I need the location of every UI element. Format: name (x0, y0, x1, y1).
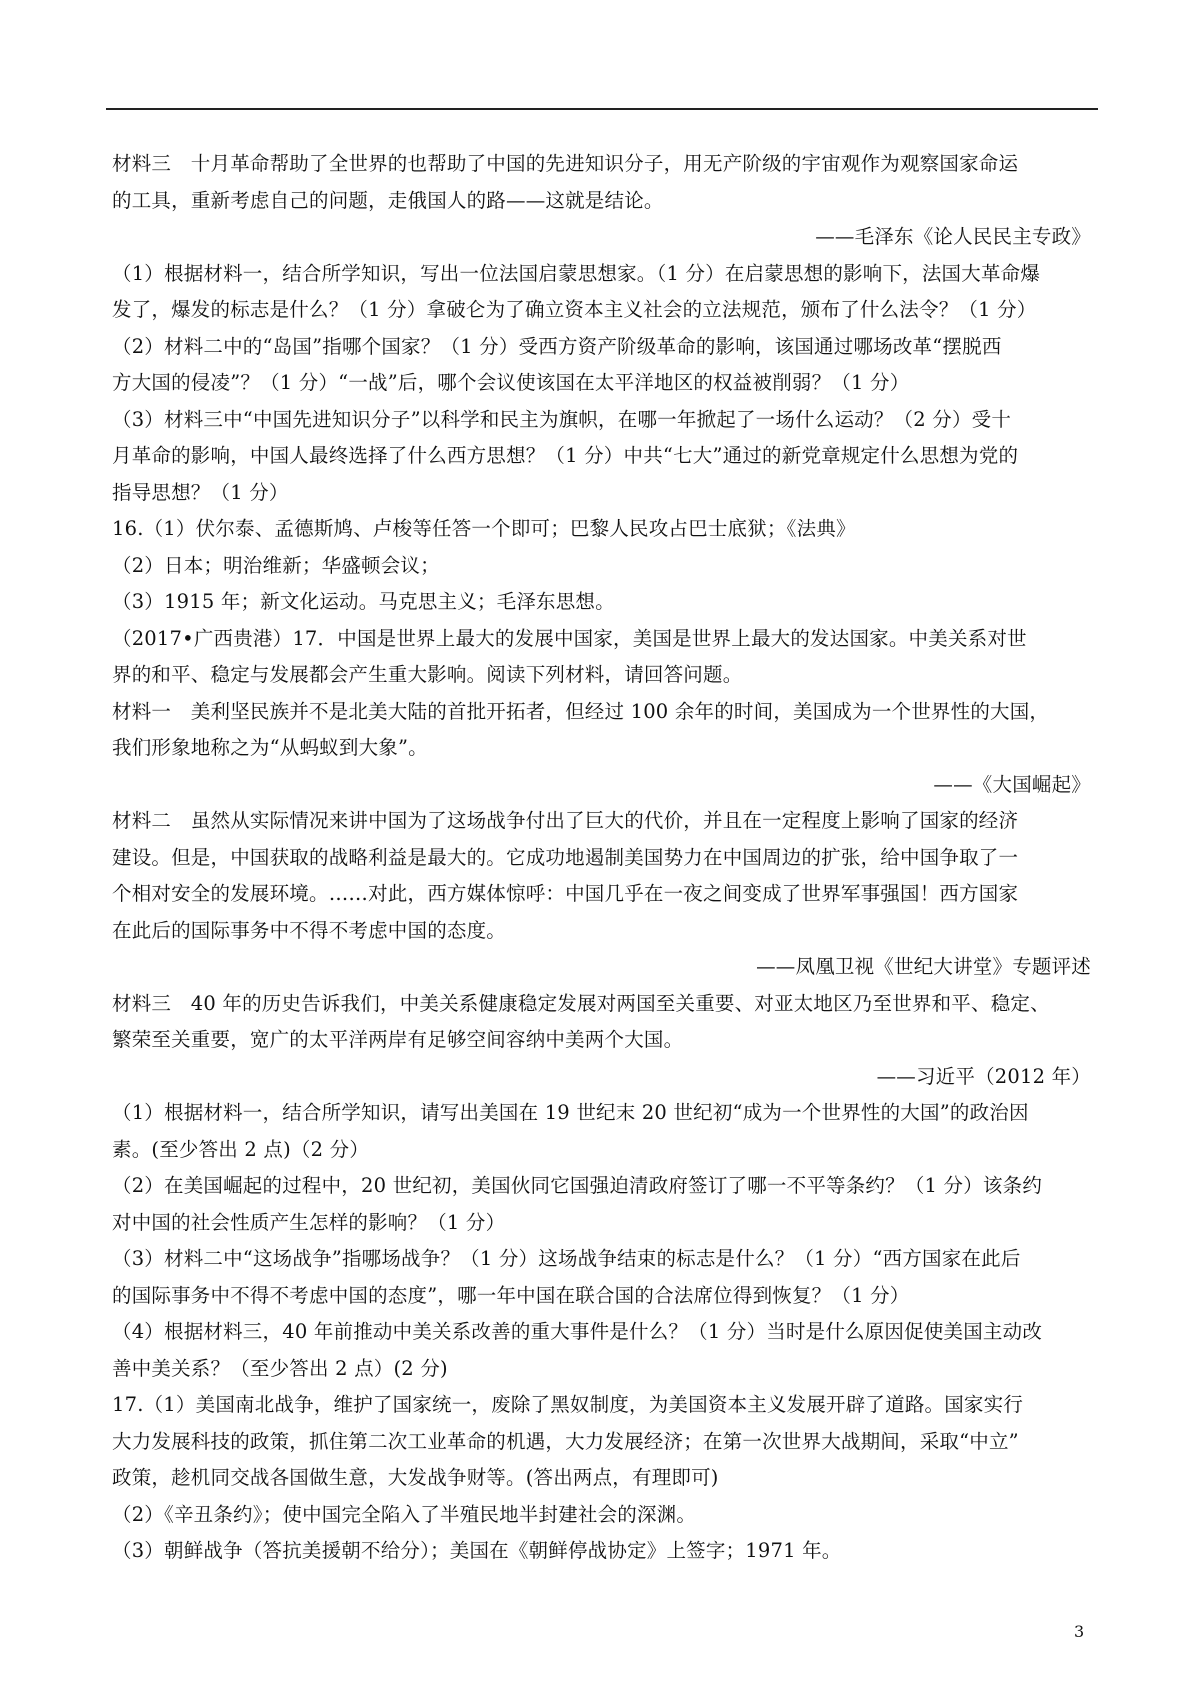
citation: ——毛泽东《论人民民主专政》 (815, 225, 1091, 248)
question-line: 素。(至少答出 2 点)（2 分） (112, 1137, 370, 1161)
question-line: 指导思想？（1 分） (112, 480, 289, 504)
answer-line: 大力发展科技的政策，抓住第二次工业革命的机遇，大力发展经济；在第一次世界大战期间，采取“中立” (112, 1429, 1019, 1453)
material-line: 材料二 虽然从实际情况来讲中国为了这场战争付出了巨大的代价，并且在一定程度上影响了国家的经济 (112, 809, 1019, 832)
material-line: 材料三 40 年的历史告诉我们，中美关系健康稳定发展对两国至关重要、对亚太地区乃至世界和平、稳定、 (112, 991, 1050, 1015)
citation: ——习近平（2012 年） (876, 1064, 1091, 1088)
answer-line: （2）《辛丑条约》；使中国完全陷入了半殖民地半封建社会的深渊。 (112, 1502, 697, 1526)
material-line: 在此后的国际事务中不得不考虑中国的态度。 (112, 918, 507, 942)
material-line: 建设。但是，中国获取的战略利益是最大的。它成功地遏制美国势力在中国周边的扩张，给中国争取了一 (112, 845, 1019, 869)
question-line: （2）材料二中的“岛国”指哪个国家？（1 分）受西方资产阶级革命的影响，该国通过哪场改革“摆脱西 (112, 334, 1002, 358)
question-line: （3）材料二中“这场战争”指哪场战争？（1 分）这场战争结束的标志是什么？（1 分）“西方国家在此后 (112, 1247, 1021, 1270)
page-number: 3 (1074, 1622, 1085, 1641)
citation: ——凤凰卫视《世纪大讲堂》专题评述 (756, 955, 1091, 978)
question-line: （1）根据材料一，结合所学知识，写出一位法国启蒙思想家。（1 分）在启蒙思想的影响下，法国大革命爆 (112, 261, 1041, 285)
material-line: 繁荣至关重要，宽广的太平洋两岸有足够空间容纳中美两个大国。 (112, 1028, 684, 1051)
document-body (112, 146, 1097, 1570)
answer-line: （3）朝鲜战争（答抗美援朝不给分）；美国在《朝鲜停战协定》上签字；1971 年。 (112, 1539, 842, 1562)
question-line: （3）材料三中“中国先进知识分子”以科学和民主为旗帜，在哪一年掀起了一场什么运动？（2 分）受十 (112, 407, 1012, 431)
question-header: （2017•广西贵港）17．中国是世界上最大的发展中国家，美国是世界上最大的发达国家。中美关系对世 (112, 626, 1027, 650)
question-line: 方大国的侵凌”？（1 分）“一战”后，哪个会议使该国在太平洋地区的权益被削弱？（1 分） (112, 371, 910, 394)
question-line: （2）在美国崛起的过程中，20 世纪初，美国伙同它国强迫清政府签订了哪一不平等条约？（1 分）该条约 (112, 1174, 1043, 1197)
question-line: 善中美关系？（至少答出 2 点）(2 分) (112, 1356, 448, 1380)
question-line: 对中国的社会性质产生怎样的影响？（1 分） (112, 1210, 506, 1234)
question-line: （4）根据材料三，40 年前推动中美关系改善的重大事件是什么？（1 分）当时是什么原因促使美国主动改 (112, 1320, 1043, 1343)
text-line: 的工具，重新考虑自己的问题，走俄国人的路——这就是结论。 (112, 188, 664, 212)
question-line: （1）根据材料一，结合所学知识，请写出美国在 19 世纪末 20 世纪初“成为一个世界性的大国”的政治因 (112, 1101, 1029, 1124)
question-line: 的国际事务中不得不考虑中国的态度”，哪一年中国在联合国的合法席位得到恢复？（1 分） (112, 1283, 910, 1307)
answer-line: （2）日本；明治维新；华盛顿会议； (112, 553, 440, 577)
question-header: 界的和平、稳定与发展都会产生重大影响。阅读下列材料，请回答问题。 (112, 663, 743, 686)
answer-line: 16.（1）伏尔泰、孟德斯鸠、卢梭等任答一个即可；巴黎人民攻占巴士底狱；《法典》 (112, 517, 856, 540)
text-line: 材料三 十月革命帮助了全世界的也帮助了中国的先进知识分子，用无产阶级的宇宙观作为观察国家命运 (112, 152, 1019, 175)
answer-line: 政策，趁机同交战各国做生意，大发战争财等。(答出两点，有理即可) (112, 1466, 719, 1489)
question-line: 月革命的影响，中国人最终选择了什么西方思想？（1 分）中共“七大”通过的新党章规定什么思想为党的 (112, 444, 1019, 467)
answer-line: （3）1915 年；新文化运动。马克思主义；毛泽东思想。 (112, 590, 615, 613)
material-line: 个相对安全的发展环境。……对此，西方媒体惊呼：中国几乎在一夜之间变成了世界军事强国！西方国家 (112, 882, 1019, 905)
question-line: 发了，爆发的标志是什么？（1 分）拿破仑为了确立资本主义社会的立法规范，颁布了什么法令？（1 分） (112, 298, 1037, 321)
answer-line: 17.（1）美国南北战争，维护了国家统一，废除了黑奴制度，为美国资本主义发展开辟了道路。国家实行 (112, 1393, 1024, 1416)
material-line: 材料一 美利坚民族并不是北美大陆的首批开拓者，但经过 100 余年的时间，美国成为一个世界性的大国， (112, 699, 1050, 723)
header-rule (106, 108, 1098, 110)
material-line: 我们形象地称之为“从蚂蚁到大象”。 (112, 736, 428, 759)
citation: ——《大国崛起》 (933, 772, 1091, 796)
